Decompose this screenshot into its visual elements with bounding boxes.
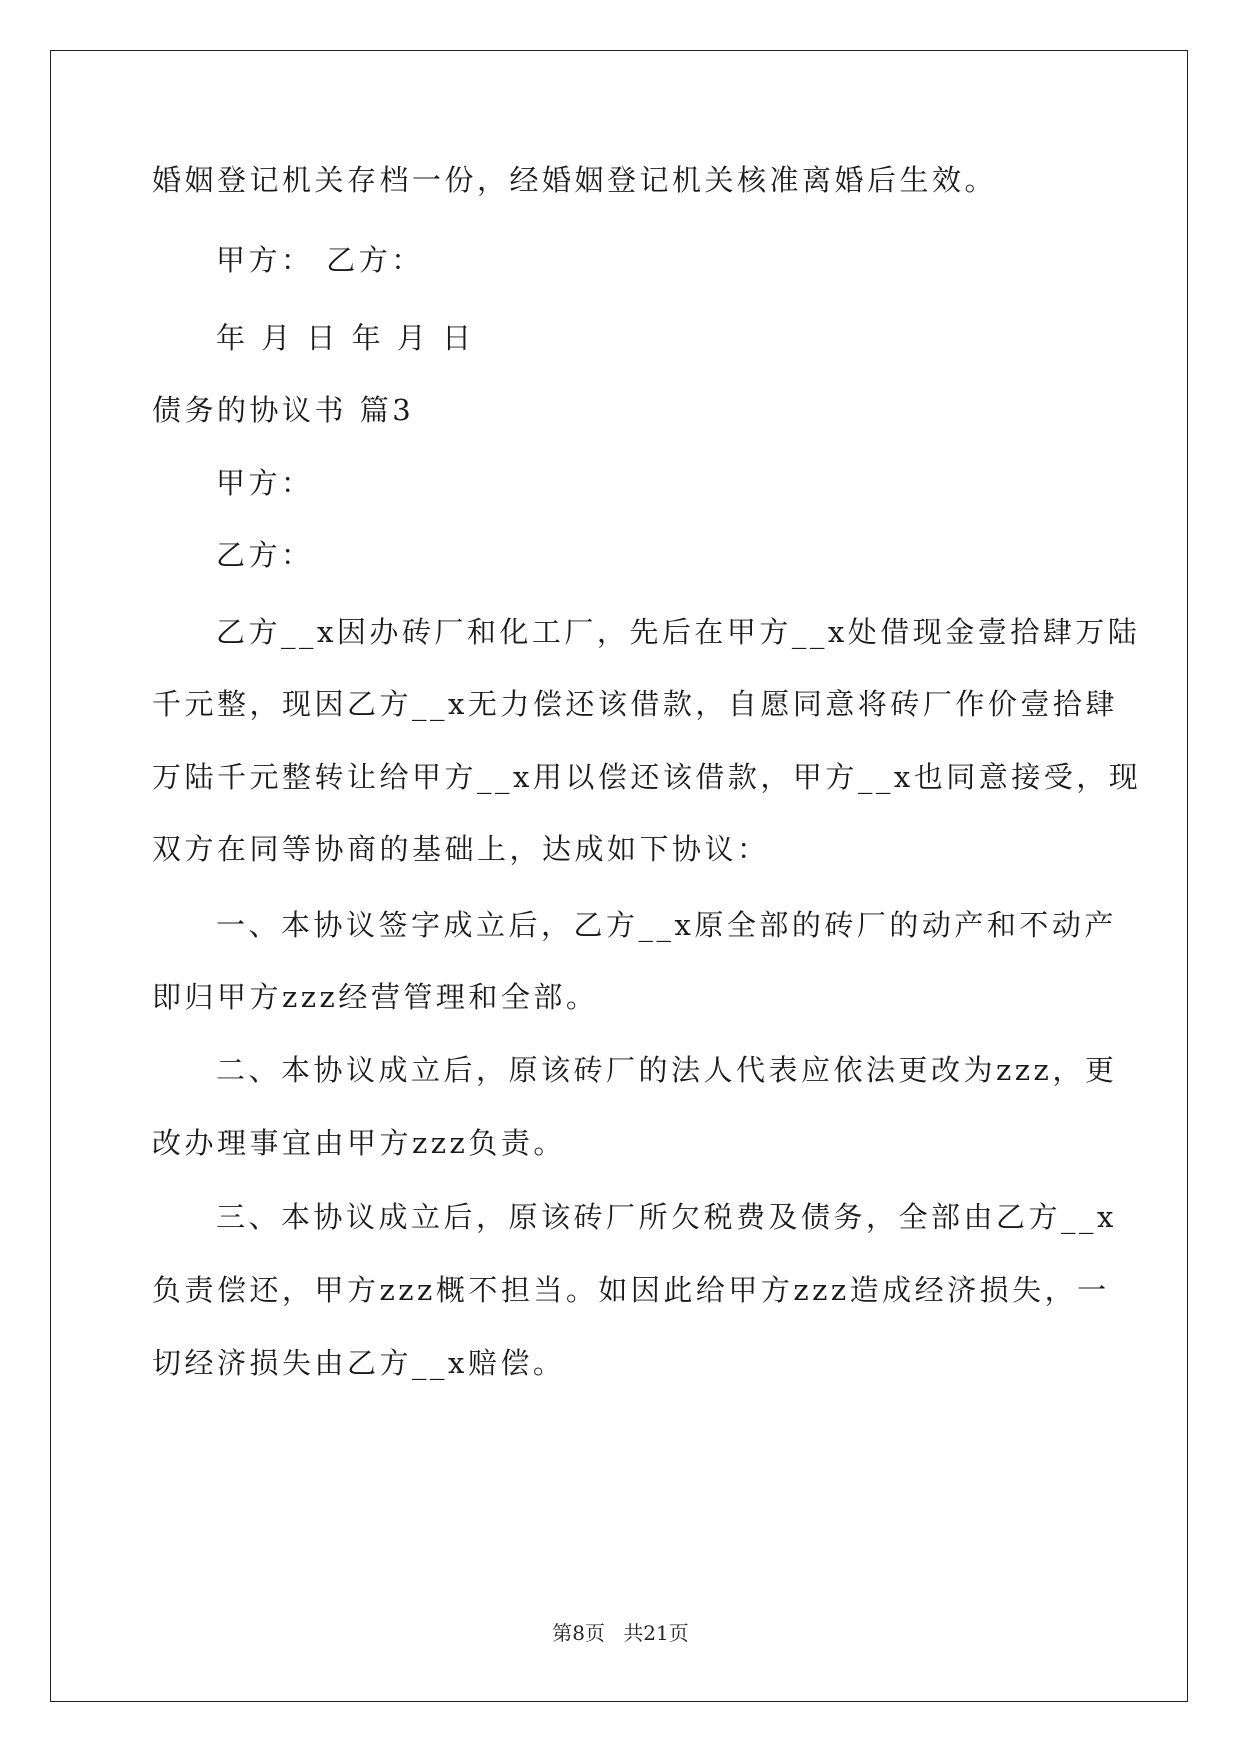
paragraph-line: 千元整，现因乙方__x无力偿还该借款，自愿同意将砖厂作价壹拾肆 [152, 687, 1118, 721]
page-border [50, 50, 1188, 1702]
clause-one-line: 一、本协议签字成立后，乙方__x原全部的砖厂的动产和不动产 [216, 908, 1117, 942]
signature-date-line: 年 月 日 年 月 日 [216, 321, 475, 355]
section-title: 债务的协议书 篇3 [152, 393, 415, 427]
party-a-label: 甲方： [216, 466, 314, 500]
page-footer [0, 1617, 1241, 1646]
clause-one-line: 即归甲方zzz经营管理和全部。 [152, 980, 599, 1014]
clause-two-line: 二、本协议成立后，原该砖厂的法人代表应依法更改为zzz，更 [216, 1053, 1118, 1087]
paragraph-line: 婚姻登记机关存档一份，经婚姻登记机关核准离婚后生效。 [152, 163, 998, 197]
paragraph-line: 乙方__x因办砖厂和化工厂，先后在甲方__x处借现金壹拾肆万陆 [216, 615, 1141, 649]
signature-parties-line: 甲方： 乙方： [216, 243, 424, 277]
clause-three-line: 负责偿还，甲方zzz概不担当。如因此给甲方zzz造成经济损失，一 [152, 1273, 1110, 1307]
page-number: 第8页 [552, 1621, 605, 1645]
clause-two-line: 改办理事宜由甲方zzz负责。 [152, 1126, 566, 1160]
page-total: 共21页 [623, 1621, 689, 1645]
paragraph-line: 双方在同等协商的基础上，达成如下协议： [152, 832, 770, 866]
clause-three-line: 三、本协议成立后，原该砖厂所欠税费及债务，全部由乙方__x [216, 1200, 1117, 1234]
clause-three-line: 切经济损失由乙方__x赔偿。 [152, 1346, 566, 1380]
party-b-label: 乙方： [216, 538, 314, 572]
paragraph-line: 万陆千元整转让给甲方__x用以偿还该借款，甲方__x也同意接受，现 [152, 760, 1142, 794]
